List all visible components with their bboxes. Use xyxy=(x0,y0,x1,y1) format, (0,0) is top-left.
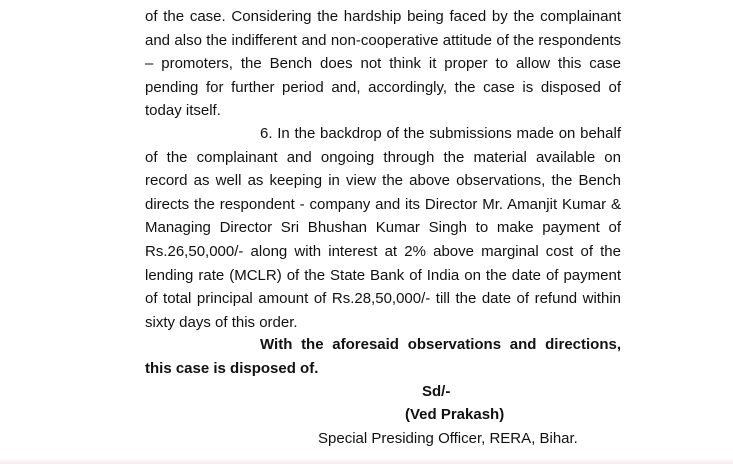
page-bottom-edge xyxy=(0,458,733,464)
paragraph-6-container xyxy=(145,122,621,334)
paragraph-6: 6. In the backdrop of the submissions made on behalf of the complainant and ongoing through the material available on record as well as keeping in view the above observations, the Bench directs the respondent - company and its Director Mr. Amanjit Kumar & Managing Director Sri Bhushan Kumar Singh to make payment of Rs.26,50,000/- along with interest at 2% above marginal cost of the lending rate (MCLR) of the State Bank of India on the date of payment of total principal amount of Rs.28,50,000/- till the date of refund within sixty days of this order. xyxy=(145,125,621,331)
paragraph-continuation: of the case. Considering the hardship being faced by the complainant and also the indifferent and non-cooperative attitude of the respondents – promoters, the Bench does not think it proper to allow this case pending for further period and, accordingly, the case is disposed of today itself. xyxy=(145,8,621,120)
signature-title: Special Presiding Officer, RERA, Bihar. xyxy=(318,430,578,447)
closing-line-container xyxy=(145,333,621,380)
signature-name: (Ved Prakash) xyxy=(405,406,505,423)
signature-sd: Sd/- xyxy=(422,383,451,400)
closing-line: With the aforesaid observations and directions, this case is disposed of. xyxy=(145,336,621,377)
